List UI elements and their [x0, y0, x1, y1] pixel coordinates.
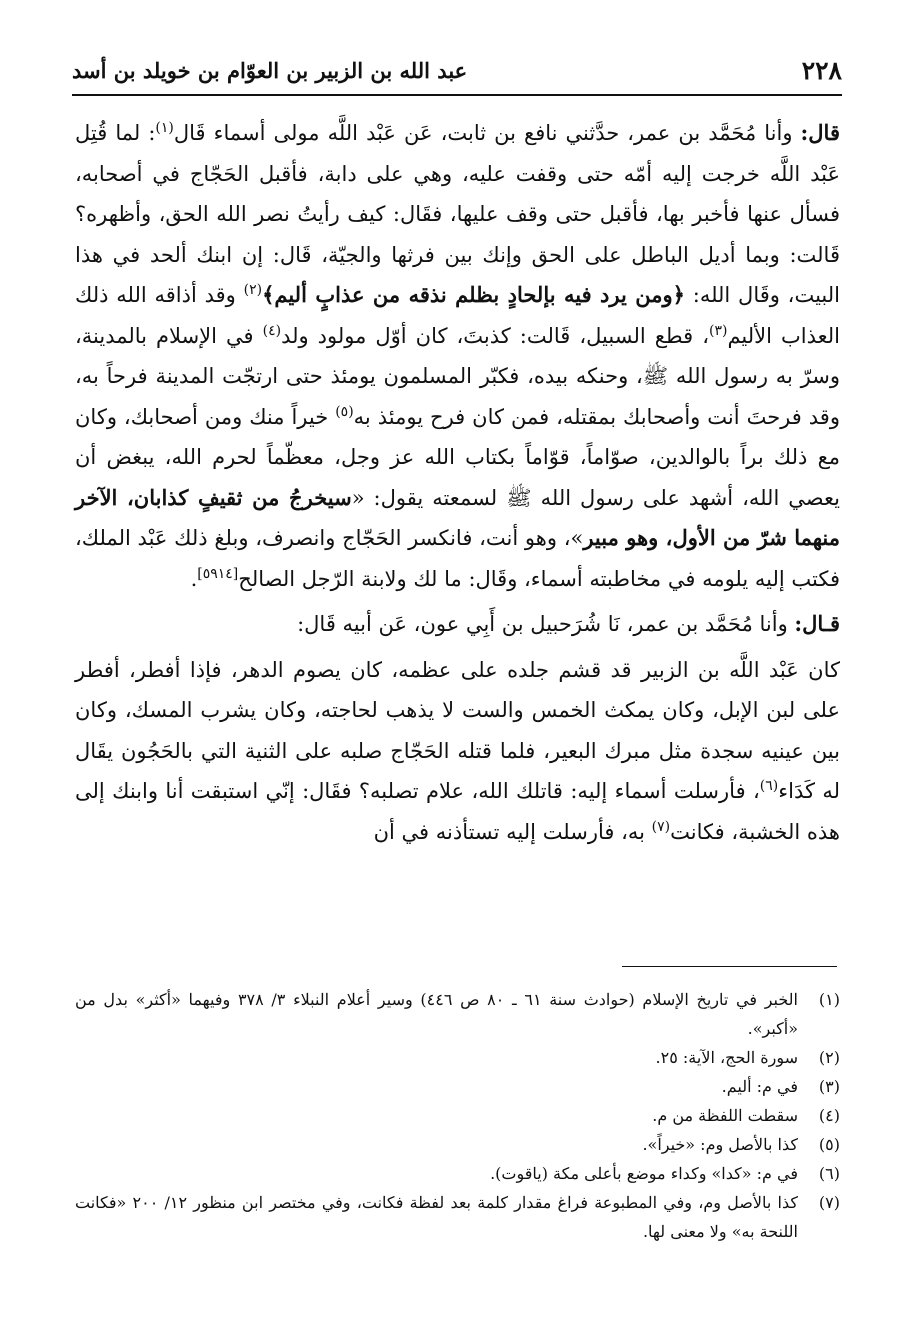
- paragraph: [75, 113, 840, 599]
- footnote-ref[interactable]: (٢): [243, 282, 263, 298]
- footnote-number: (٥): [818, 1135, 840, 1154]
- footnote-rule: [622, 966, 837, 967]
- page-number: ٢٢٨: [801, 56, 842, 85]
- footnote-ref[interactable]: (٤): [262, 322, 282, 339]
- main-text: [75, 113, 840, 852]
- footnote-ref[interactable]: (٦): [759, 778, 779, 794]
- footnote: [75, 1130, 840, 1159]
- text-segment: به، فأرسلت إليه تستأذنه في أن: [373, 819, 652, 844]
- footnote: [75, 1043, 840, 1072]
- footnote-text: في م: «كدا» وكداء موضع بأعلى مكة (ياقوت).: [490, 1164, 798, 1183]
- text-segment: كان عَبْد اللَّه بن الزبير قد قشم جلده على عظمه، كان يصوم الدهر، فإذا أفطر، أفطر على لبن الإبل، وكان يمكث الخمس والست لا يذهب لحاجته، وكان يشرب المسك، وكان بين عينيه سجدة مثل مبرك البعير، فلما قتله الحَجّاج صلبه على الثنية التي بالحَجُون يقَال له كَدَاء: [75, 657, 841, 803]
- footnote-ref[interactable]: [٥٩١٤]: [197, 565, 239, 582]
- quran-verse: ﴿ومن يرد فيه بإلحادٍ بظلم نذقه من عذابٍ أليم﴾: [262, 282, 685, 307]
- footnote-number: (٦): [818, 1164, 840, 1183]
- running-title: عبد الله بن الزبير بن العوّام بن خويلد بن أسد: [72, 58, 468, 83]
- text-segment: وقد أذاقه الله ذلك العذاب الأليم: [75, 283, 840, 348]
- footnote: [75, 1101, 840, 1130]
- paragraph: [75, 604, 840, 645]
- footnote-text: كذا بالأصل وم: «خيراً».: [642, 1135, 798, 1154]
- text-segment: وأنا مُحَمَّد بن عمر، نَا شُرَحبيل بن أَبِي عون، عَن أبيه قَال:: [297, 612, 795, 636]
- footnote-number: (٧): [818, 1193, 840, 1212]
- footnote-number: (٤): [818, 1106, 840, 1125]
- footnote-number: (٣): [818, 1077, 840, 1096]
- paragraph: [75, 650, 840, 853]
- footnote: [75, 1188, 840, 1246]
- text-segment: خيراً منك ومن أصحابك، وكان مع ذلك براً بالوالدين، صوّاماً، قوّاماً بكتاب الله عز وجل، معظّماً لحرم الله، يبغض أن يعصي الله، أشهد على رسول الله ﷺ لسمعته يقول: «: [75, 404, 840, 510]
- hadith-quote: سيخرجُ من ثقيفٍ كذابان، الآخر منهما شرّ من الأول، وهو مبير: [75, 484, 840, 550]
- footnote-number: (٢): [818, 1048, 840, 1067]
- text-segment: »، وهو أنت، فانكسر الحَجّاج وانصرف، وبلغ ذلك عَبْد الملك، فكتب إليه يلومه في مخاطبته أسماء، وقَال: ما لك ولابنة الرّجل الصالح: [75, 526, 840, 591]
- footnote-number: (١): [818, 990, 840, 1009]
- footnote: [75, 985, 840, 1043]
- narration-lead: قال:: [800, 120, 840, 145]
- text-segment: ، قطع السبيل، قَالت: كذبتَ، كان أوّل مولود ولد: [281, 323, 709, 348]
- footnote-ref[interactable]: (٣): [708, 322, 728, 339]
- footnote: [75, 1072, 840, 1101]
- footnote-text: كذا بالأصل وم، وفي المطبوعة فراغ مقدار كلمة بعد لفظة فكانت، وفي مختصر ابن منظور ١٢/ ٢٠٠ «فكانت اللنحة به» ولا معنى لها.: [75, 1193, 798, 1241]
- footnote-ref[interactable]: (١): [155, 120, 174, 136]
- text-segment: .: [190, 566, 198, 591]
- footnote-text: في م: أليم.: [721, 1077, 798, 1096]
- page-header: [72, 52, 842, 92]
- footnote-ref[interactable]: (٧): [651, 818, 671, 835]
- narration-lead: قـال:: [794, 611, 840, 636]
- footnote-ref[interactable]: (٥): [335, 403, 354, 420]
- text-segment: في الإسلام بالمدينة، وسرّ به رسول الله ﷺ، وحنكه بيده، فكبّر المسلمون يومئذ حتى ارتجّت المدينة فرحاً به، وقد فرحتَ أنت وأصحابك بمقتله، فمن كان فرح يومئذ به: [75, 323, 840, 429]
- text-segment: وأنا مُحَمَّد بن عمر، حدَّثني نافع بن ثابت، عَن عَبْد اللَّه مولى أسماء قَال: [173, 121, 801, 145]
- footnote-text: الخبر في تاريخ الإسلام (حوادث سنة ٦١ ـ ٨٠ ص ٤٤٦) وسير أعلام النبلاء ٣/ ٣٧٨ وفيهما «أكثر» بدل من «أكبر».: [75, 990, 798, 1038]
- text-segment: ، فأرسلت أسماء إليه: قاتلك الله، علام تصلبه؟ فقَال: إنّي استبقت أنا وابنك إلى هذه الخشبة، فكانت: [75, 779, 840, 844]
- footnote: [75, 1159, 840, 1188]
- header-rule: [72, 94, 842, 96]
- footnote-text: سقطت اللفظة من م.: [652, 1106, 798, 1125]
- footnote-text: سورة الحج، الآية: ٢٥.: [655, 1048, 798, 1067]
- text-segment: : لما قُتِل عَبْد اللَّه خرجت إليه أمّه حتى وقفت عليه، وهي على دابة، فأقبل الحَجّاج في أصحابه، فسأل عنها فأخبر بها، فأقبل حتى وقف عليها، فقَال: كيف رأيتُ نصر الله الحق، وأظهره؟ قَالت: وبما أديل الباطل على الحق وإنك بين فرثها والجيّة، قَال: إن ابنك ألحد في هذا البيت، وقَال الله:: [75, 121, 840, 307]
- footnotes: [75, 985, 840, 1246]
